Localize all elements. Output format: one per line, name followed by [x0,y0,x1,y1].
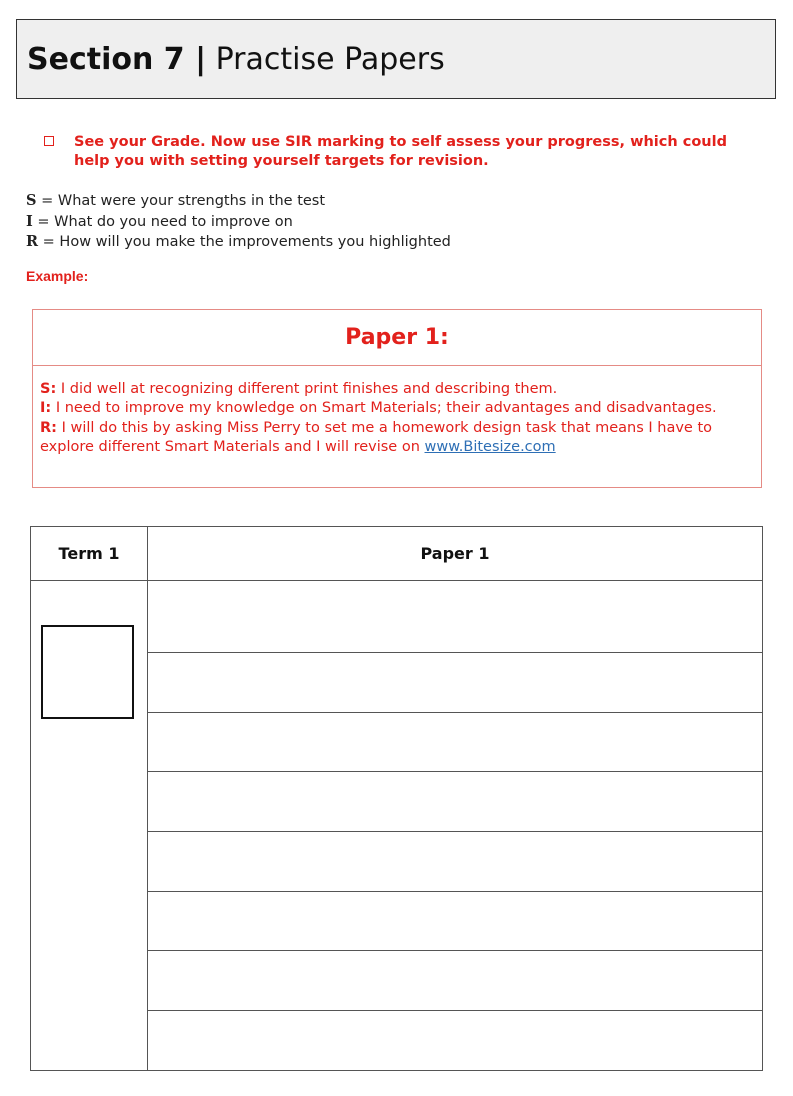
example-i-label: I: [40,400,52,417]
row-divider [148,891,762,892]
sir-item-strengths [26,191,451,212]
instruction-block [44,133,754,171]
example-improve [40,399,754,418]
row-divider [148,950,762,951]
checkbox-bullet-icon [44,136,54,146]
sir-item-improve [26,212,451,233]
column-header-term: Term 1 [31,527,148,581]
response-rows [148,581,762,1070]
example-i-text: I need to improve my knowledge on Smart Materials; their advantages and disadvantages. [55,400,717,417]
section-header [16,19,776,99]
example-r-label: R: [40,419,57,436]
sir-description: = How will you make the improvements you highlighted [42,234,451,250]
sir-table [30,526,763,1071]
example-s-text: I did well at recognizing different print finishes and describing them. [60,381,558,397]
instruction-text: See your Grade. Now use SIR marking to self assess your progress, which could help you with setting yourself targets for revision. [74,134,727,169]
row-divider [148,831,762,832]
sir-item-resolve [26,232,451,253]
row-divider [148,1010,762,1011]
example-strength [40,380,754,399]
example-heading: Paper 1: [33,310,761,366]
sir-letter: R [26,233,39,250]
grade-entry-box[interactable] [41,625,134,719]
example-label: Example: [26,268,89,284]
sir-description: = What do you need to improve on [37,213,293,230]
section-name: Practise Papers [215,42,445,77]
example-box [32,309,762,488]
term-column [31,581,148,1070]
sir-description: = What were your strengths in the test [41,193,326,209]
section-number: Section 7 | [27,42,207,77]
row-divider [148,771,762,772]
sir-letter: S [26,192,37,209]
example-s-label: S: [40,381,57,397]
column-header-paper: Paper 1 [148,527,762,581]
example-r-text: I will do this by asking Miss Perry to set me a homework design task that means I have to explore different Smart Materials and I will revise on [40,419,712,455]
example-resolve [40,419,754,458]
page-title [27,40,445,80]
bitesize-link[interactable]: www.Bitesize.com [424,438,556,455]
row-divider [148,652,762,653]
row-divider [148,712,762,713]
example-body [33,366,761,457]
sir-key-list [26,191,451,253]
sir-letter: I [26,212,33,230]
